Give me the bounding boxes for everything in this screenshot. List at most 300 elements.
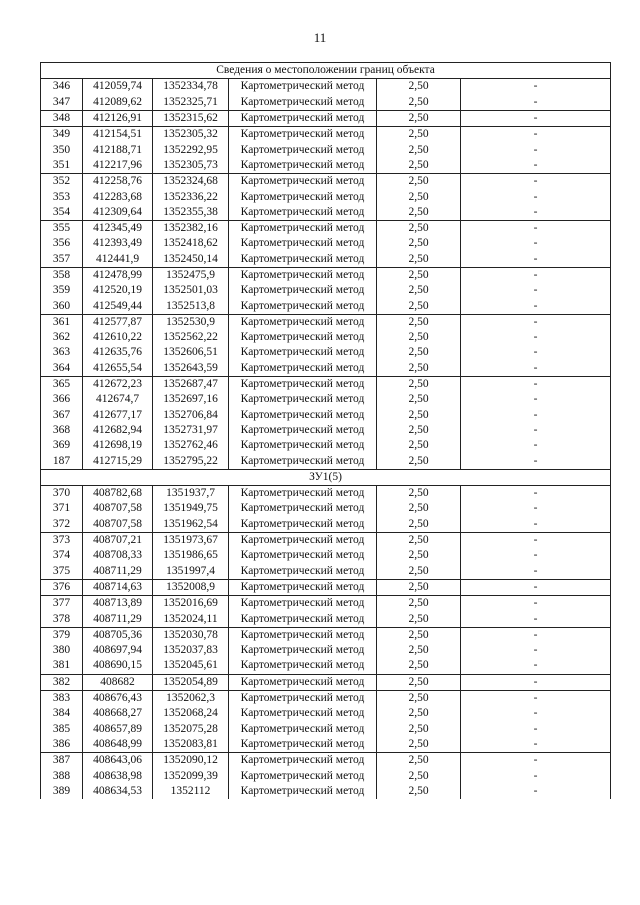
method-cell: Картометрический метод <box>229 345 377 360</box>
point-number-cell: 367 <box>41 408 83 423</box>
x-coordinate-cell: 412441,9 <box>83 252 153 268</box>
table-row <box>41 579 611 595</box>
method-cell: Картометрический метод <box>229 236 377 251</box>
description-cell: - <box>461 142 611 157</box>
x-coordinate-cell: 412674,7 <box>83 392 153 407</box>
point-number-cell: 351 <box>41 158 83 174</box>
method-cell: Картометрический метод <box>229 376 377 392</box>
y-coordinate-cell: 1351949,75 <box>153 501 229 516</box>
y-coordinate-cell: 1352008,9 <box>153 579 229 595</box>
x-coordinate-cell: 408707,58 <box>83 517 153 533</box>
description-cell: - <box>461 579 611 595</box>
table-row <box>41 690 611 706</box>
description-cell: - <box>461 345 611 360</box>
table-row <box>41 314 611 330</box>
x-coordinate-cell: 412258,76 <box>83 174 153 190</box>
accuracy-cell: 2,50 <box>377 548 461 563</box>
accuracy-cell: 2,50 <box>377 486 461 502</box>
section-label: ЗУ1(5) <box>41 469 611 485</box>
y-coordinate-cell: 1352731,97 <box>153 423 229 438</box>
method-cell: Картометрический метод <box>229 158 377 174</box>
table-row <box>41 95 611 111</box>
table-row <box>41 205 611 221</box>
method-cell: Картометрический метод <box>229 501 377 516</box>
point-number-cell: 365 <box>41 376 83 392</box>
point-number-cell: 375 <box>41 564 83 580</box>
description-cell: - <box>461 486 611 502</box>
y-coordinate-cell: 1352090,12 <box>153 753 229 769</box>
description-cell: - <box>461 596 611 612</box>
point-number-cell: 362 <box>41 330 83 345</box>
table-row <box>41 361 611 377</box>
point-number-cell: 356 <box>41 236 83 251</box>
x-coordinate-cell: 408634,53 <box>83 784 153 799</box>
accuracy-cell: 2,50 <box>377 220 461 236</box>
accuracy-cell: 2,50 <box>377 753 461 769</box>
table-row <box>41 236 611 251</box>
x-coordinate-cell: 408708,33 <box>83 548 153 563</box>
table-row <box>41 79 611 95</box>
description-cell: - <box>461 627 611 643</box>
x-coordinate-cell: 408711,29 <box>83 611 153 627</box>
x-coordinate-cell: 412126,91 <box>83 110 153 126</box>
method-cell: Картометрический метод <box>229 392 377 407</box>
method-cell: Картометрический метод <box>229 220 377 236</box>
y-coordinate-cell: 1352336,22 <box>153 189 229 204</box>
x-coordinate-cell: 412698,19 <box>83 438 153 453</box>
description-cell: - <box>461 361 611 377</box>
description-cell: - <box>461 737 611 753</box>
y-coordinate-cell: 1352355,38 <box>153 205 229 221</box>
description-cell: - <box>461 453 611 469</box>
accuracy-cell: 2,50 <box>377 706 461 721</box>
y-coordinate-cell: 1352643,59 <box>153 361 229 377</box>
y-coordinate-cell: 1352045,61 <box>153 658 229 674</box>
y-coordinate-cell: 1352068,24 <box>153 706 229 721</box>
description-cell: - <box>461 706 611 721</box>
x-coordinate-cell: 412217,96 <box>83 158 153 174</box>
x-coordinate-cell: 408707,58 <box>83 501 153 516</box>
description-cell: - <box>461 267 611 283</box>
x-coordinate-cell: 412672,23 <box>83 376 153 392</box>
accuracy-cell: 2,50 <box>377 784 461 799</box>
table-row <box>41 283 611 298</box>
y-coordinate-cell: 1351986,65 <box>153 548 229 563</box>
point-number-cell: 360 <box>41 298 83 314</box>
description-cell: - <box>461 517 611 533</box>
method-cell: Картометрический метод <box>229 205 377 221</box>
x-coordinate-cell: 412655,54 <box>83 361 153 377</box>
accuracy-cell: 2,50 <box>377 423 461 438</box>
accuracy-cell: 2,50 <box>377 330 461 345</box>
point-number-cell: 364 <box>41 361 83 377</box>
accuracy-cell: 2,50 <box>377 79 461 95</box>
description-cell: - <box>461 330 611 345</box>
description-cell: - <box>461 548 611 563</box>
description-cell: - <box>461 236 611 251</box>
method-cell: Картометрический метод <box>229 596 377 612</box>
table-row <box>41 564 611 580</box>
x-coordinate-cell: 408705,36 <box>83 627 153 643</box>
y-coordinate-cell: 1351973,67 <box>153 532 229 548</box>
description-cell: - <box>461 376 611 392</box>
accuracy-cell: 2,50 <box>377 252 461 268</box>
point-number-cell: 363 <box>41 345 83 360</box>
coordinates-table <box>40 62 611 799</box>
method-cell: Картометрический метод <box>229 532 377 548</box>
method-cell: Картометрический метод <box>229 784 377 799</box>
point-number-cell: 370 <box>41 486 83 502</box>
x-coordinate-cell: 412188,71 <box>83 142 153 157</box>
accuracy-cell: 2,50 <box>377 674 461 690</box>
accuracy-cell: 2,50 <box>377 690 461 706</box>
point-number-cell: 348 <box>41 110 83 126</box>
method-cell: Картометрический метод <box>229 174 377 190</box>
accuracy-cell: 2,50 <box>377 236 461 251</box>
y-coordinate-cell: 1352418,62 <box>153 236 229 251</box>
accuracy-cell: 2,50 <box>377 158 461 174</box>
table-row <box>41 596 611 612</box>
description-cell: - <box>461 674 611 690</box>
x-coordinate-cell: 412520,19 <box>83 283 153 298</box>
y-coordinate-cell: 1352292,95 <box>153 142 229 157</box>
point-number-cell: 385 <box>41 721 83 736</box>
table-row <box>41 517 611 533</box>
point-number-cell: 372 <box>41 517 83 533</box>
point-number-cell: 380 <box>41 643 83 658</box>
method-cell: Картометрический метод <box>229 361 377 377</box>
table-row <box>41 643 611 658</box>
x-coordinate-cell: 408690,15 <box>83 658 153 674</box>
y-coordinate-cell: 1351937,7 <box>153 486 229 502</box>
y-coordinate-cell: 1352606,51 <box>153 345 229 360</box>
section-row <box>41 469 611 485</box>
accuracy-cell: 2,50 <box>377 579 461 595</box>
y-coordinate-cell: 1352513,8 <box>153 298 229 314</box>
y-coordinate-cell: 1352305,32 <box>153 127 229 143</box>
x-coordinate-cell: 412577,87 <box>83 314 153 330</box>
x-coordinate-cell: 408707,21 <box>83 532 153 548</box>
accuracy-cell: 2,50 <box>377 643 461 658</box>
table-row <box>41 423 611 438</box>
description-cell: - <box>461 532 611 548</box>
point-number-cell: 389 <box>41 784 83 799</box>
method-cell: Картометрический метод <box>229 737 377 753</box>
x-coordinate-cell: 408676,43 <box>83 690 153 706</box>
table-row <box>41 658 611 674</box>
table-row <box>41 486 611 502</box>
table-row <box>41 753 611 769</box>
method-cell: Картометрический метод <box>229 658 377 674</box>
description-cell: - <box>461 643 611 658</box>
accuracy-cell: 2,50 <box>377 596 461 612</box>
accuracy-cell: 2,50 <box>377 611 461 627</box>
table-row <box>41 189 611 204</box>
accuracy-cell: 2,50 <box>377 768 461 783</box>
x-coordinate-cell: 412478,99 <box>83 267 153 283</box>
x-coordinate-cell: 412089,62 <box>83 95 153 111</box>
y-coordinate-cell: 1352075,28 <box>153 721 229 736</box>
method-cell: Картометрический метод <box>229 142 377 157</box>
point-number-cell: 384 <box>41 706 83 721</box>
accuracy-cell: 2,50 <box>377 174 461 190</box>
description-cell: - <box>461 283 611 298</box>
accuracy-cell: 2,50 <box>377 110 461 126</box>
method-cell: Картометрический метод <box>229 127 377 143</box>
table-row <box>41 345 611 360</box>
description-cell: - <box>461 79 611 95</box>
point-number-cell: 354 <box>41 205 83 221</box>
point-number-cell: 382 <box>41 674 83 690</box>
accuracy-cell: 2,50 <box>377 142 461 157</box>
table-row <box>41 784 611 799</box>
table-row <box>41 453 611 469</box>
method-cell: Картометрический метод <box>229 189 377 204</box>
table-row <box>41 267 611 283</box>
accuracy-cell: 2,50 <box>377 438 461 453</box>
description-cell: - <box>461 501 611 516</box>
method-cell: Картометрический метод <box>229 110 377 126</box>
method-cell: Картометрический метод <box>229 753 377 769</box>
y-coordinate-cell: 1352315,62 <box>153 110 229 126</box>
method-cell: Картометрический метод <box>229 706 377 721</box>
x-coordinate-cell: 412345,49 <box>83 220 153 236</box>
x-coordinate-cell: 408711,29 <box>83 564 153 580</box>
table-header: Сведения о местоположении границ объекта <box>41 63 611 79</box>
description-cell: - <box>461 189 611 204</box>
x-coordinate-cell: 408713,89 <box>83 596 153 612</box>
accuracy-cell: 2,50 <box>377 95 461 111</box>
method-cell: Картометрический метод <box>229 283 377 298</box>
y-coordinate-cell: 1352024,11 <box>153 611 229 627</box>
point-number-cell: 383 <box>41 690 83 706</box>
table-row <box>41 158 611 174</box>
point-number-cell: 388 <box>41 768 83 783</box>
y-coordinate-cell: 1352501,03 <box>153 283 229 298</box>
method-cell: Картометрический метод <box>229 611 377 627</box>
description-cell: - <box>461 252 611 268</box>
x-coordinate-cell: 412154,51 <box>83 127 153 143</box>
page-number: 11 <box>313 30 327 45</box>
method-cell: Картометрический метод <box>229 95 377 111</box>
table-row <box>41 142 611 157</box>
accuracy-cell: 2,50 <box>377 658 461 674</box>
point-number-cell: 366 <box>41 392 83 407</box>
y-coordinate-cell: 1352762,46 <box>153 438 229 453</box>
point-number-cell: 349 <box>41 127 83 143</box>
y-coordinate-cell: 1352382,16 <box>153 220 229 236</box>
method-cell: Картометрический метод <box>229 548 377 563</box>
method-cell: Картометрический метод <box>229 674 377 690</box>
table-row <box>41 737 611 753</box>
y-coordinate-cell: 1352475,9 <box>153 267 229 283</box>
point-number-cell: 350 <box>41 142 83 157</box>
description-cell: - <box>461 784 611 799</box>
point-number-cell: 353 <box>41 189 83 204</box>
y-coordinate-cell: 1352099,39 <box>153 768 229 783</box>
point-number-cell: 386 <box>41 737 83 753</box>
x-coordinate-cell: 412059,74 <box>83 79 153 95</box>
y-coordinate-cell: 1352016,69 <box>153 596 229 612</box>
point-number-cell: 358 <box>41 267 83 283</box>
x-coordinate-cell: 412677,17 <box>83 408 153 423</box>
x-coordinate-cell: 408648,99 <box>83 737 153 753</box>
y-coordinate-cell: 1352450,14 <box>153 252 229 268</box>
x-coordinate-cell: 408657,89 <box>83 721 153 736</box>
table-row <box>41 392 611 407</box>
table-row <box>41 706 611 721</box>
y-coordinate-cell: 1352334,78 <box>153 79 229 95</box>
method-cell: Картометрический метод <box>229 643 377 658</box>
table-row <box>41 174 611 190</box>
accuracy-cell: 2,50 <box>377 564 461 580</box>
method-cell: Картометрический метод <box>229 486 377 502</box>
accuracy-cell: 2,50 <box>377 376 461 392</box>
method-cell: Картометрический метод <box>229 517 377 533</box>
y-coordinate-cell: 1352083,81 <box>153 737 229 753</box>
table-row <box>41 768 611 783</box>
accuracy-cell: 2,50 <box>377 189 461 204</box>
point-number-cell: 381 <box>41 658 83 674</box>
description-cell: - <box>461 658 611 674</box>
description-cell: - <box>461 110 611 126</box>
accuracy-cell: 2,50 <box>377 453 461 469</box>
description-cell: - <box>461 127 611 143</box>
table-row <box>41 252 611 268</box>
accuracy-cell: 2,50 <box>377 127 461 143</box>
method-cell: Картометрический метод <box>229 267 377 283</box>
x-coordinate-cell: 412309,64 <box>83 205 153 221</box>
point-number-cell: 357 <box>41 252 83 268</box>
table-row <box>41 548 611 563</box>
method-cell: Картометрический метод <box>229 438 377 453</box>
y-coordinate-cell: 1352030,78 <box>153 627 229 643</box>
accuracy-cell: 2,50 <box>377 737 461 753</box>
table-row <box>41 674 611 690</box>
x-coordinate-cell: 408697,94 <box>83 643 153 658</box>
accuracy-cell: 2,50 <box>377 392 461 407</box>
y-coordinate-cell: 1352324,68 <box>153 174 229 190</box>
method-cell: Картометрический метод <box>229 453 377 469</box>
point-number-cell: 377 <box>41 596 83 612</box>
y-coordinate-cell: 1351962,54 <box>153 517 229 533</box>
point-number-cell: 371 <box>41 501 83 516</box>
point-number-cell: 187 <box>41 453 83 469</box>
point-number-cell: 373 <box>41 532 83 548</box>
table-row <box>41 532 611 548</box>
accuracy-cell: 2,50 <box>377 517 461 533</box>
description-cell: - <box>461 423 611 438</box>
table-row <box>41 220 611 236</box>
x-coordinate-cell: 412549,44 <box>83 298 153 314</box>
table-row <box>41 376 611 392</box>
description-cell: - <box>461 768 611 783</box>
method-cell: Картометрический метод <box>229 298 377 314</box>
table-row <box>41 110 611 126</box>
point-number-cell: 374 <box>41 548 83 563</box>
y-coordinate-cell: 1352112 <box>153 784 229 799</box>
y-coordinate-cell: 1352325,71 <box>153 95 229 111</box>
point-number-cell: 376 <box>41 579 83 595</box>
y-coordinate-cell: 1352530,9 <box>153 314 229 330</box>
accuracy-cell: 2,50 <box>377 298 461 314</box>
x-coordinate-cell: 408714,63 <box>83 579 153 595</box>
method-cell: Картометрический метод <box>229 768 377 783</box>
accuracy-cell: 2,50 <box>377 532 461 548</box>
method-cell: Картометрический метод <box>229 252 377 268</box>
description-cell: - <box>461 611 611 627</box>
point-number-cell: 347 <box>41 95 83 111</box>
accuracy-cell: 2,50 <box>377 345 461 360</box>
y-coordinate-cell: 1351997,4 <box>153 564 229 580</box>
x-coordinate-cell: 412393,49 <box>83 236 153 251</box>
y-coordinate-cell: 1352054,89 <box>153 674 229 690</box>
method-cell: Картометрический метод <box>229 690 377 706</box>
description-cell: - <box>461 220 611 236</box>
description-cell: - <box>461 314 611 330</box>
y-coordinate-cell: 1352062,3 <box>153 690 229 706</box>
description-cell: - <box>461 95 611 111</box>
accuracy-cell: 2,50 <box>377 627 461 643</box>
point-number-cell: 346 <box>41 79 83 95</box>
description-cell: - <box>461 408 611 423</box>
y-coordinate-cell: 1352687,47 <box>153 376 229 392</box>
table-row <box>41 298 611 314</box>
description-cell: - <box>461 690 611 706</box>
accuracy-cell: 2,50 <box>377 721 461 736</box>
description-cell: - <box>461 158 611 174</box>
description-cell: - <box>461 564 611 580</box>
description-cell: - <box>461 205 611 221</box>
description-cell: - <box>461 753 611 769</box>
x-coordinate-cell: 408643,06 <box>83 753 153 769</box>
point-number-cell: 355 <box>41 220 83 236</box>
table-row <box>41 611 611 627</box>
x-coordinate-cell: 408782,68 <box>83 486 153 502</box>
method-cell: Картометрический метод <box>229 423 377 438</box>
description-cell: - <box>461 298 611 314</box>
y-coordinate-cell: 1352562,22 <box>153 330 229 345</box>
x-coordinate-cell: 412283,68 <box>83 189 153 204</box>
point-number-cell: 378 <box>41 611 83 627</box>
description-cell: - <box>461 438 611 453</box>
point-number-cell: 361 <box>41 314 83 330</box>
method-cell: Картометрический метод <box>229 314 377 330</box>
y-coordinate-cell: 1352706,84 <box>153 408 229 423</box>
method-cell: Картометрический метод <box>229 330 377 345</box>
method-cell: Картометрический метод <box>229 408 377 423</box>
method-cell: Картометрический метод <box>229 579 377 595</box>
point-number-cell: 379 <box>41 627 83 643</box>
method-cell: Картометрический метод <box>229 79 377 95</box>
point-number-cell: 369 <box>41 438 83 453</box>
point-number-cell: 368 <box>41 423 83 438</box>
accuracy-cell: 2,50 <box>377 267 461 283</box>
method-cell: Картометрический метод <box>229 721 377 736</box>
x-coordinate-cell: 408682 <box>83 674 153 690</box>
accuracy-cell: 2,50 <box>377 501 461 516</box>
x-coordinate-cell: 408638,98 <box>83 768 153 783</box>
table-row <box>41 438 611 453</box>
accuracy-cell: 2,50 <box>377 361 461 377</box>
y-coordinate-cell: 1352305,73 <box>153 158 229 174</box>
table-row <box>41 501 611 516</box>
description-cell: - <box>461 174 611 190</box>
x-coordinate-cell: 412715,29 <box>83 453 153 469</box>
table-row <box>41 721 611 736</box>
x-coordinate-cell: 408668,27 <box>83 706 153 721</box>
accuracy-cell: 2,50 <box>377 408 461 423</box>
